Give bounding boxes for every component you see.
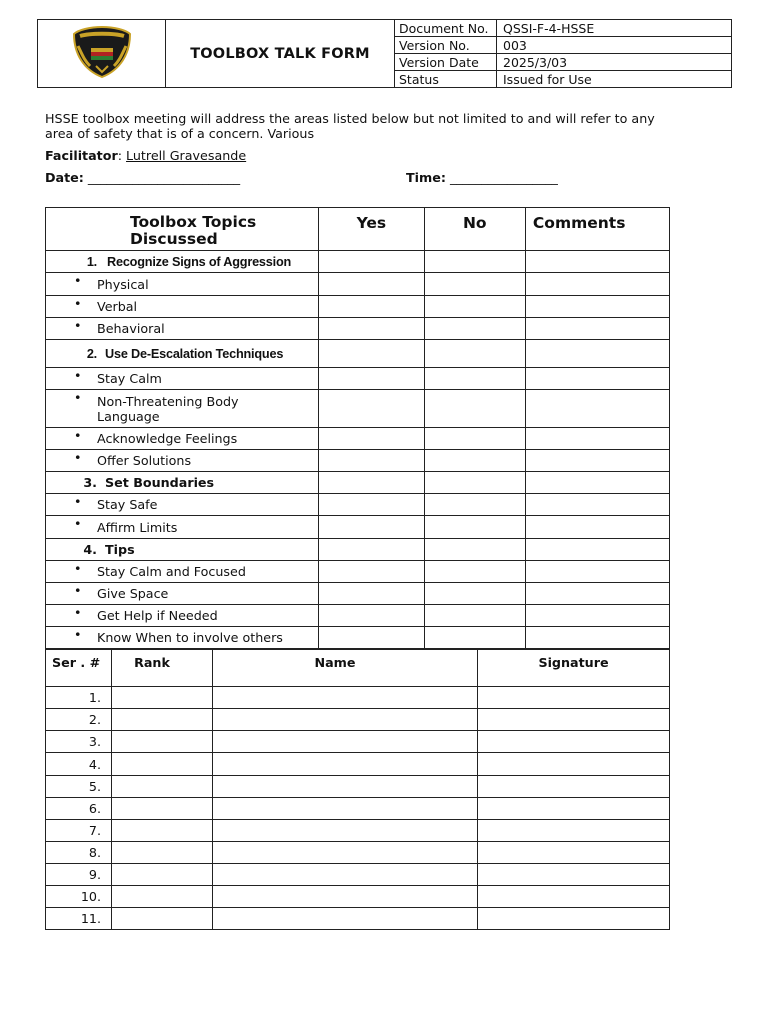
- rank-cell[interactable]: [112, 820, 213, 842]
- toolbox-topics-table: [45, 207, 670, 649]
- comments-cell[interactable]: [525, 251, 669, 273]
- no-cell[interactable]: [424, 251, 525, 273]
- rank-cell[interactable]: [112, 731, 213, 753]
- name-cell[interactable]: [213, 908, 478, 930]
- header-name: Name: [213, 650, 478, 687]
- name-cell[interactable]: [213, 776, 478, 798]
- signature-cell[interactable]: [478, 908, 670, 930]
- serial-number: 2.: [46, 709, 112, 731]
- document-header-table: [37, 19, 732, 88]
- rank-cell[interactable]: [112, 798, 213, 820]
- name-cell[interactable]: [213, 753, 478, 776]
- no-cell[interactable]: [424, 539, 525, 561]
- header-topics-discussed: Toolbox Topics Discussed: [46, 208, 319, 251]
- yes-cell[interactable]: [319, 627, 424, 649]
- serial-number: 11.: [46, 908, 112, 930]
- serial-number: 1.: [46, 687, 112, 709]
- topic-item: • Affirm Limits: [46, 516, 319, 539]
- comments-cell[interactable]: [525, 450, 669, 472]
- meta-value-version-date: 2025/3/03: [497, 54, 732, 71]
- attendance-table: [45, 649, 670, 930]
- yes-cell[interactable]: [319, 273, 424, 296]
- logo-cell: [38, 20, 166, 88]
- serial-number: 3.: [46, 731, 112, 753]
- comments-cell[interactable]: [525, 494, 669, 516]
- signature-cell[interactable]: [478, 820, 670, 842]
- yes-cell[interactable]: [319, 516, 424, 539]
- signature-cell[interactable]: [478, 753, 670, 776]
- rank-cell[interactable]: [112, 842, 213, 864]
- yes-cell[interactable]: [319, 583, 424, 605]
- facilitator-name: Lutrell Gravesande: [126, 148, 247, 163]
- no-cell[interactable]: [424, 318, 525, 340]
- comments-cell[interactable]: [525, 539, 669, 561]
- comments-cell[interactable]: [525, 428, 669, 450]
- meta-label-version-no: Version No.: [395, 37, 497, 54]
- comments-cell[interactable]: [525, 340, 669, 368]
- rank-cell[interactable]: [112, 709, 213, 731]
- serial-number: 6.: [46, 798, 112, 820]
- comments-cell[interactable]: [525, 273, 669, 296]
- date-line: [45, 170, 240, 185]
- yes-cell[interactable]: [319, 605, 424, 627]
- no-cell[interactable]: [424, 340, 525, 368]
- meta-label-document-no: Document No.: [395, 20, 497, 37]
- facilitator-label: Facilitator: [45, 148, 118, 163]
- yes-cell[interactable]: [319, 390, 424, 428]
- signature-cell[interactable]: [478, 731, 670, 753]
- no-cell[interactable]: [424, 583, 525, 605]
- topic-item: • Give Space: [46, 583, 319, 605]
- no-cell[interactable]: [424, 296, 525, 318]
- no-cell[interactable]: [424, 627, 525, 649]
- no-cell[interactable]: [424, 494, 525, 516]
- intro-paragraph: HSSE toolbox meeting will address the areas listed below but not limited to and will refer to any area of safety that is of a concern. Various: [45, 111, 655, 141]
- topic-item: • Know When to involve others: [46, 627, 319, 649]
- comments-cell[interactable]: [525, 318, 669, 340]
- name-cell[interactable]: [213, 687, 478, 709]
- yes-cell[interactable]: [319, 494, 424, 516]
- no-cell[interactable]: [424, 428, 525, 450]
- meta-label-status: Status: [395, 71, 497, 88]
- signature-cell[interactable]: [478, 687, 670, 709]
- header-comments: Comments: [525, 208, 669, 251]
- comments-cell[interactable]: [525, 472, 669, 494]
- signature-cell[interactable]: [478, 886, 670, 908]
- facilitator-line: Facilitator: Lutrell Gravesande: [45, 148, 247, 163]
- rank-cell[interactable]: [112, 908, 213, 930]
- rank-cell[interactable]: [112, 864, 213, 886]
- name-cell[interactable]: [213, 886, 478, 908]
- yes-cell[interactable]: [319, 561, 424, 583]
- name-cell[interactable]: [213, 798, 478, 820]
- section-title: 2. Use De-Escalation Techniques: [46, 340, 319, 368]
- comments-cell[interactable]: [525, 605, 669, 627]
- rank-cell[interactable]: [112, 753, 213, 776]
- serial-number: 5.: [46, 776, 112, 798]
- topic-item: • Stay Calm: [46, 368, 319, 390]
- yes-cell[interactable]: [319, 428, 424, 450]
- section-title: 4. Tips: [46, 539, 319, 561]
- meta-label-version-date: Version Date: [395, 54, 497, 71]
- comments-cell[interactable]: [525, 296, 669, 318]
- comments-cell[interactable]: [525, 368, 669, 390]
- signature-cell[interactable]: [478, 709, 670, 731]
- no-cell[interactable]: [424, 368, 525, 390]
- yes-cell[interactable]: [319, 340, 424, 368]
- comments-cell[interactable]: [525, 561, 669, 583]
- header-signature: Signature: [478, 650, 670, 687]
- yes-cell[interactable]: [319, 450, 424, 472]
- topic-item: • Stay Safe: [46, 494, 319, 516]
- signature-cell[interactable]: [478, 864, 670, 886]
- serial-number: 7.: [46, 820, 112, 842]
- time-blank[interactable]: _________________: [449, 170, 558, 185]
- yes-cell[interactable]: [319, 368, 424, 390]
- header-rank: Rank: [112, 650, 213, 687]
- topic-item: • Behavioral: [46, 318, 319, 340]
- comments-cell[interactable]: [525, 583, 669, 605]
- header-ser-no: Ser . #: [46, 650, 112, 687]
- section-title: 3. Set Boundaries: [46, 472, 319, 494]
- comments-cell[interactable]: [525, 516, 669, 539]
- yes-cell[interactable]: [319, 318, 424, 340]
- serial-number: 8.: [46, 842, 112, 864]
- name-cell[interactable]: [213, 709, 478, 731]
- topic-item: • Verbal: [46, 296, 319, 318]
- signature-cell[interactable]: [478, 776, 670, 798]
- no-cell[interactable]: [424, 516, 525, 539]
- rank-cell[interactable]: [112, 886, 213, 908]
- serial-number: 4.: [46, 753, 112, 776]
- comments-cell[interactable]: [525, 390, 669, 428]
- no-cell[interactable]: [424, 561, 525, 583]
- no-cell[interactable]: [424, 390, 525, 428]
- form-title: TOOLBOX TALK FORM: [166, 20, 395, 88]
- time-line: [406, 170, 558, 185]
- name-cell[interactable]: [213, 820, 478, 842]
- header-no: No: [424, 208, 525, 251]
- meta-value-version-no: 003: [497, 37, 732, 54]
- yes-cell[interactable]: [319, 472, 424, 494]
- topic-item: • Stay Calm and Focused: [46, 561, 319, 583]
- yes-cell[interactable]: [319, 296, 424, 318]
- meta-value-status: Issued for Use: [497, 71, 732, 88]
- signature-cell[interactable]: [478, 842, 670, 864]
- no-cell[interactable]: [424, 472, 525, 494]
- rank-cell[interactable]: [112, 687, 213, 709]
- no-cell[interactable]: [424, 273, 525, 296]
- company-logo-icon: [70, 24, 134, 80]
- name-cell[interactable]: [213, 731, 478, 753]
- no-cell[interactable]: [424, 605, 525, 627]
- date-label: Date:: [45, 170, 84, 185]
- serial-number: 9.: [46, 864, 112, 886]
- topic-item: • Get Help if Needed: [46, 605, 319, 627]
- meta-value-document-no: QSSI-F-4-HSSE: [497, 20, 732, 37]
- topic-item: • Non-Threatening Body Language: [46, 390, 319, 428]
- header-yes: Yes: [319, 208, 424, 251]
- no-cell[interactable]: [424, 450, 525, 472]
- topic-item: • Physical: [46, 273, 319, 296]
- yes-cell[interactable]: [319, 251, 424, 273]
- signature-cell[interactable]: [478, 798, 670, 820]
- topic-item: • Offer Solutions: [46, 450, 319, 472]
- yes-cell[interactable]: [319, 539, 424, 561]
- date-blank[interactable]: ________________________: [87, 170, 241, 185]
- time-label: Time:: [406, 170, 446, 185]
- serial-number: 10.: [46, 886, 112, 908]
- section-title: 1. Recognize Signs of Aggression: [46, 251, 319, 273]
- name-cell[interactable]: [213, 842, 478, 864]
- rank-cell[interactable]: [112, 776, 213, 798]
- comments-cell[interactable]: [525, 627, 669, 649]
- name-cell[interactable]: [213, 864, 478, 886]
- topic-item: • Acknowledge Feelings: [46, 428, 319, 450]
